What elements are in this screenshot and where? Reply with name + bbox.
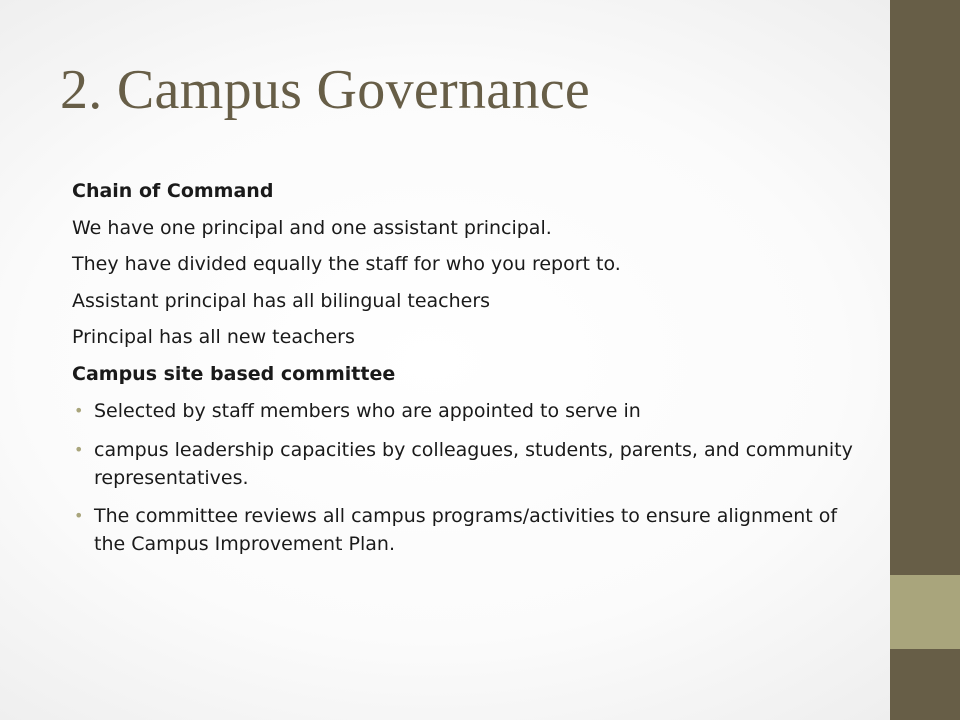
decorative-sidebar-accent: [890, 575, 960, 649]
bullet-dot-icon: •: [74, 506, 84, 525]
bullet-text: The committee reviews all campus programs/activities to ensure alignment of the Campus Improvement Plan.: [94, 505, 838, 555]
body-line: Assistant principal has all bilingual teachers: [72, 289, 491, 312]
bullet-item: [72, 397, 862, 425]
slide-title: 2. Campus Governance: [60, 59, 591, 121]
bullet-dot-icon: •: [74, 439, 84, 459]
bullet-item: [72, 502, 862, 558]
bullet-text: campus leadership capacities by colleagues, students, parents, and community representatives.: [94, 438, 853, 489]
bullet-dot-icon: •: [74, 401, 84, 420]
chain-of-command-heading: Chain of Command: [72, 180, 274, 202]
body-line: They have divided equally the staff for who you report to.: [72, 253, 621, 275]
bullet-item: [72, 436, 862, 492]
committee-bullet-list: [72, 397, 862, 558]
body-line: We have one principal and one assistant principal.: [72, 216, 552, 239]
body-line: Principal has all new teachers: [72, 326, 355, 348]
bullet-text: Selected by staff members who are appointed to serve in: [94, 400, 641, 422]
committee-heading: Campus site based committee: [72, 362, 396, 385]
slide-body: [72, 178, 862, 569]
